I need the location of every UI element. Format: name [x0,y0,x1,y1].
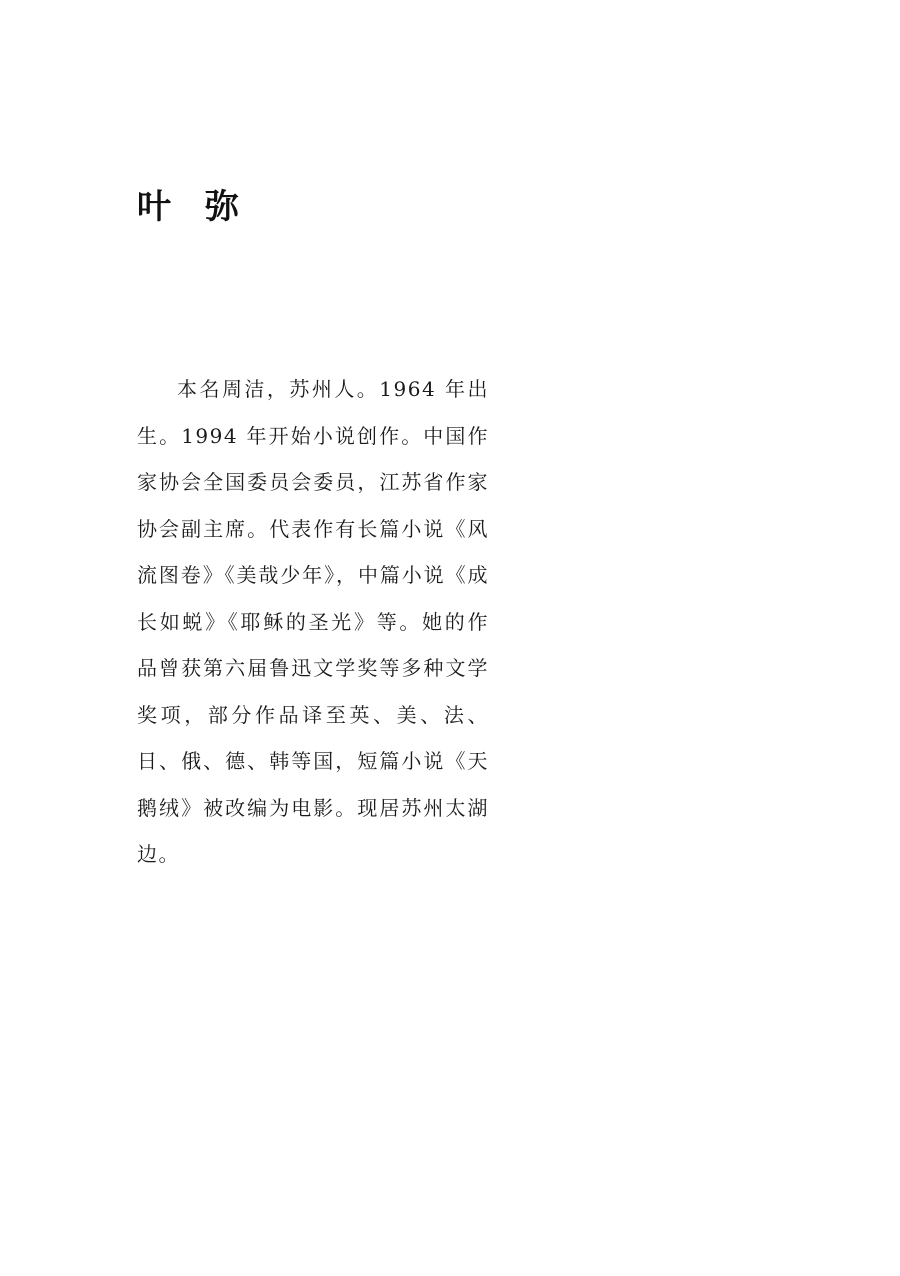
author-name-heading: 叶弥 [137,187,273,227]
author-biography-paragraph: 本名周洁，苏州人。1964 年出生。1994 年开始小说创作。中国作家协会全国委员会委员，江苏省作家协会副主席。代表作有长篇小说《风流图卷》《美哉少年》，中篇小说《成长如蜕》《耶稣的圣光》等。她的作品曾获第六届鲁迅文学奖等多种文学奖项，部分作品译至英、美、法、日、俄、德、韩等国，短篇小说《天鹅绒》被改编为电影。现居苏州太湖边。 [137,377,489,866]
